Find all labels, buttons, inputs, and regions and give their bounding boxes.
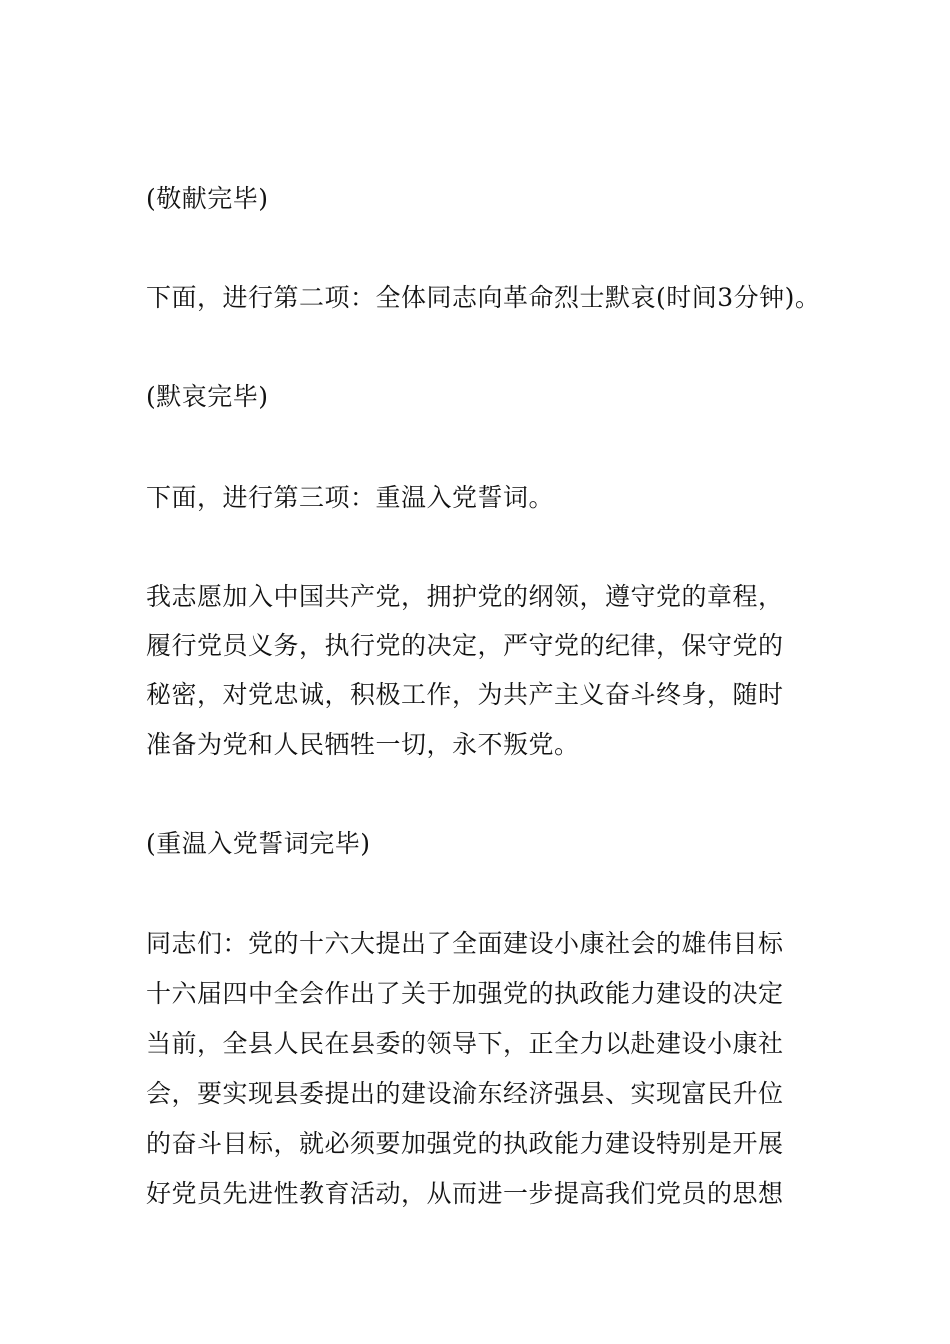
oath-line: 履行党员义务，执行党的决定，严守党的纪律，保守党的	[146, 631, 784, 660]
oath-line: 秘密，对党忠诚，积极工作，为共产主义奋斗终身，随时	[146, 680, 784, 709]
paragraph-line: 下面，进行第三项：重温入党誓词。	[146, 483, 555, 512]
body-line: 会，要实现县委提出的建设渝东经济强县、实现富民升位	[146, 1079, 784, 1108]
body-line: 当前，全县人民在县委的领导下，正全力以赴建设小康社	[146, 1029, 784, 1058]
paragraph-line: (重温入党誓词完毕)	[146, 829, 371, 858]
body-line: 的奋斗目标，就必须要加强党的执政能力建设特别是开展	[146, 1129, 784, 1158]
paragraph-line: 下面，进行第二项：全体同志向革命烈士默哀(时间3分钟)。	[146, 283, 821, 312]
paragraph-line: (敬献完毕)	[146, 184, 269, 213]
oath-line: 我志愿加入中国共产党，拥护党的纲领，遵守党的章程，	[146, 582, 784, 611]
body-line: 同志们：党的十六大提出了全面建设小康社会的雄伟目标	[146, 929, 784, 958]
body-line: 好党员先进性教育活动，从而进一步提高我们党员的思想	[146, 1179, 784, 1208]
body-line: 十六届四中全会作出了关于加强党的执政能力建设的决定	[146, 979, 784, 1008]
oath-line: 准备为党和人民牺牲一切，永不叛党。	[146, 730, 580, 759]
paragraph-line: (默哀完毕)	[146, 382, 269, 411]
